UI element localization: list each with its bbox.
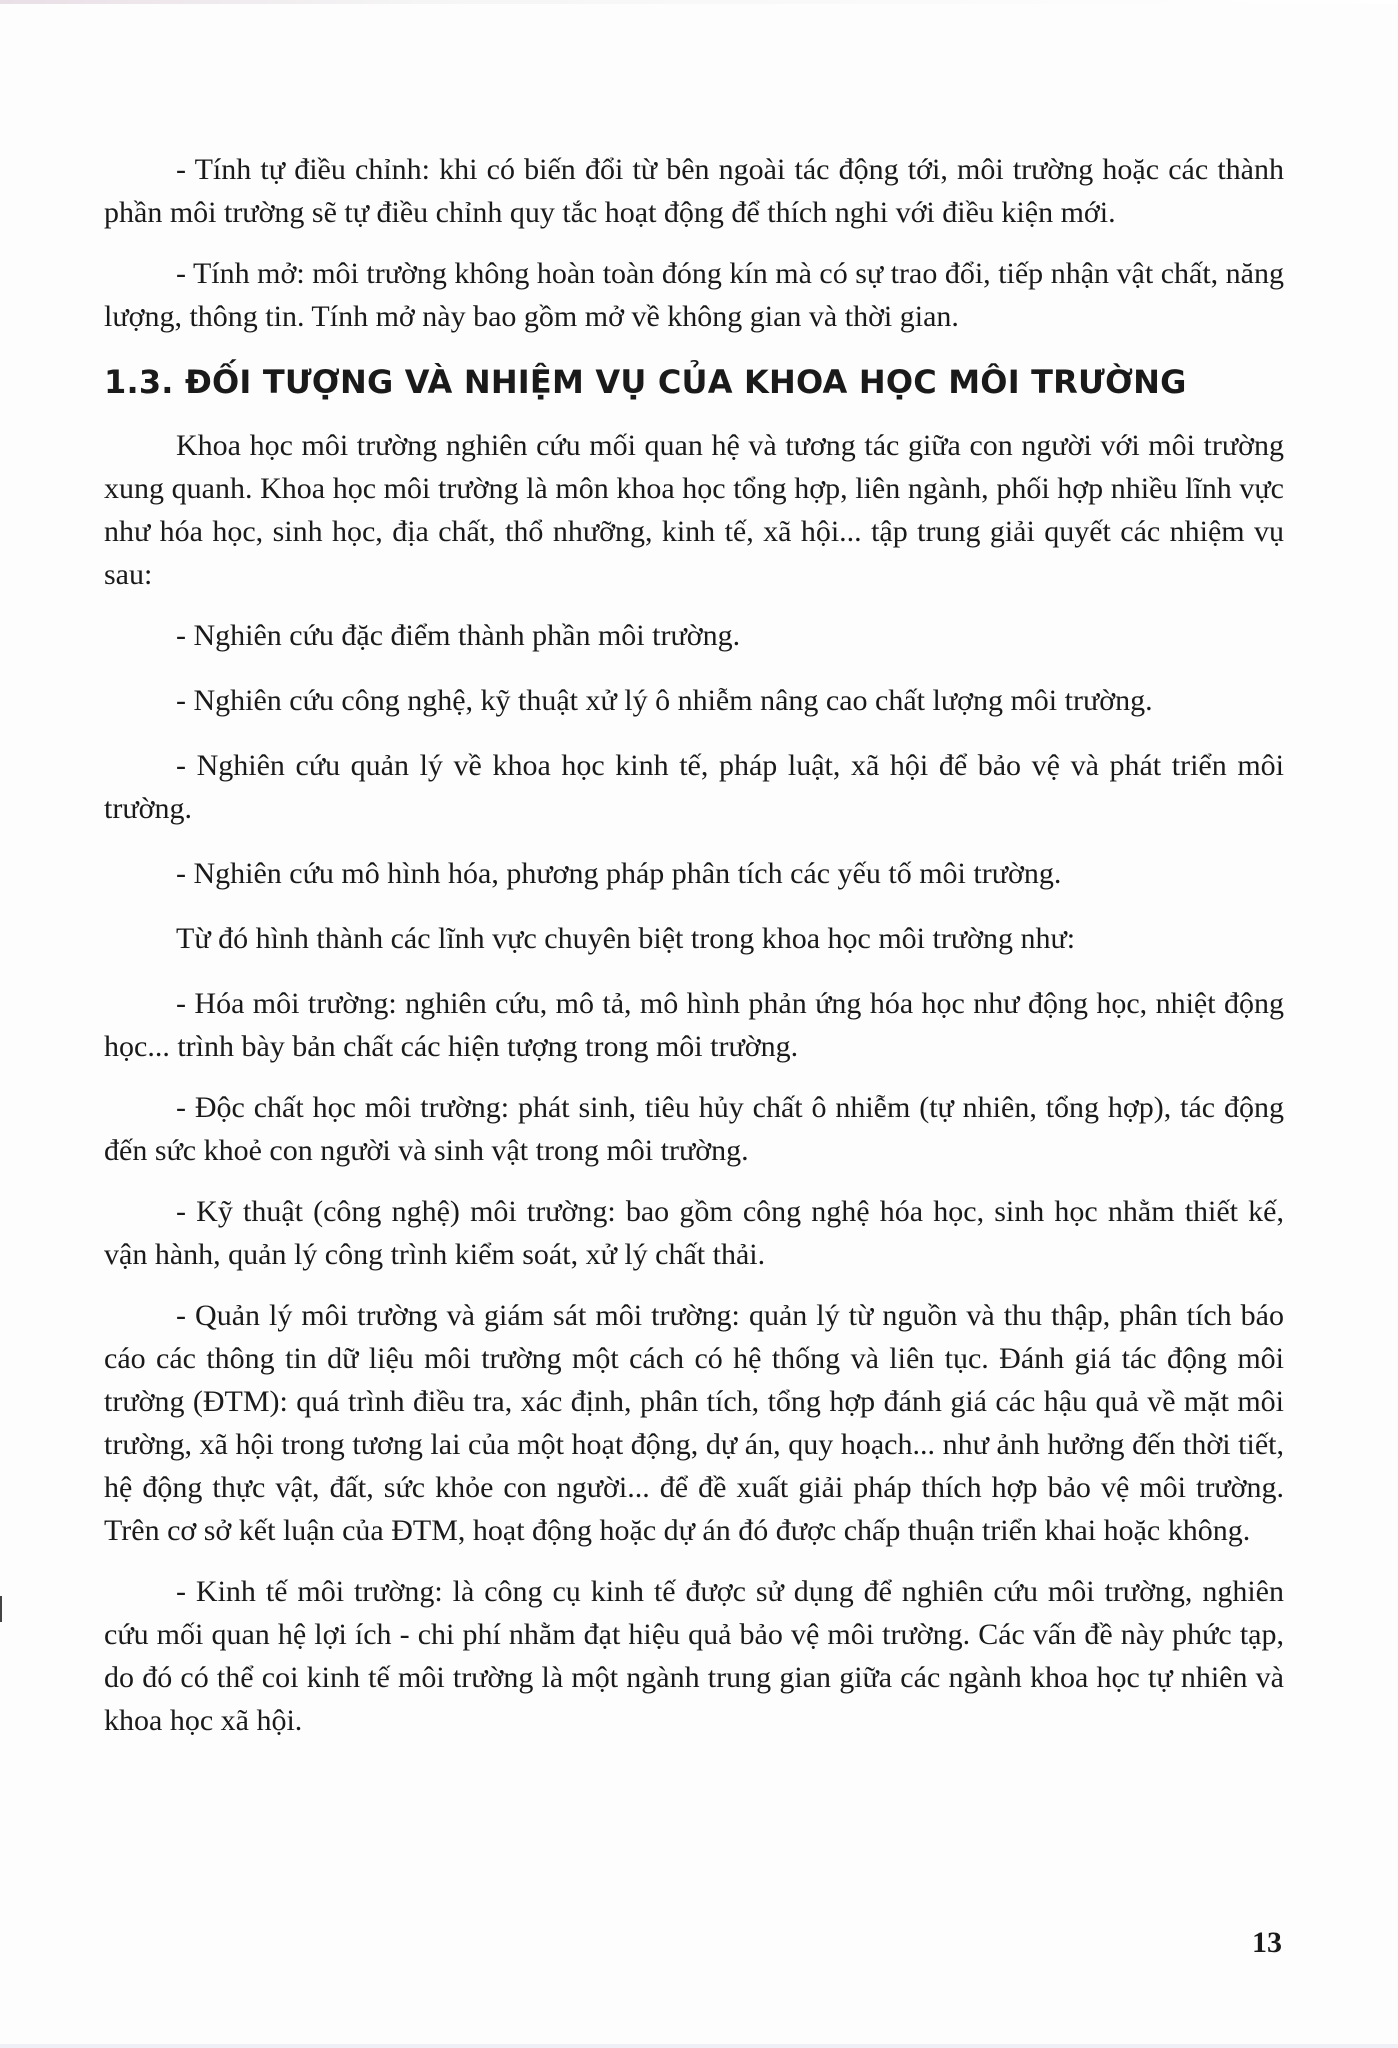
- section-heading: 1.3. ĐỐI TƯỢNG VÀ NHIỆM VỤ CỦA KHOA HỌC MÔI TRƯỜNG: [104, 363, 1187, 401]
- list-item-task: - Nghiên cứu đặc điểm thành phần môi trường.: [176, 619, 741, 652]
- list-item-field: - Kinh tế môi trường: là công cụ kinh tế được sử dụng để nghiên cứu môi trường, nghiên cứu mối quan hệ lợi ích - chi phí nhằm đạt hiệu quả bảo vệ môi trường. Các vấn đề này phức tạp, do đó có thể coi kinh tế môi trường là một ngành trung gian giữa các ngành khoa học tự nhiên và khoa học xã hội.: [104, 1575, 1284, 1737]
- page-number: 13: [1252, 1926, 1282, 1959]
- list-item-task: - Nghiên cứu công nghệ, kỹ thuật xử lý ô nhiễm nâng cao chất lượng môi trường.: [176, 684, 1153, 717]
- page-content: [104, 148, 1284, 1760]
- list-item-field: - Độc chất học môi trường: phát sinh, tiêu hủy chất ô nhiễm (tự nhiên, tổng hợp), tác động đến sức khoẻ con người và sinh vật trong môi trường.: [104, 1091, 1284, 1167]
- paragraph-fields-intro: Từ đó hình thành các lĩnh vực chuyên biệt trong khoa học môi trường như:: [176, 922, 1076, 955]
- list-item-field: - Quản lý môi trường và giám sát môi trường: quản lý từ nguồn và thu thập, phân tích báo cáo các thông tin dữ liệu môi trường một cách có hệ thống và liên tục. Đánh giá tác động môi trường (ĐTM): quá trình điều tra, xác định, phân tích, tổng hợp đánh giá các hậu quả về mặt môi trường, xã hội trong tương lai của một hoạt động, dự án, quy hoạch... như ảnh hưởng đến thời tiết, hệ động thực vật, đất, sức khỏe con người... để đề xuất giải pháp thích hợp bảo vệ môi trường. Trên cơ sở kết luận của ĐTM, hoạt động hoặc dự án đó được chấp thuận triển khai hoặc không.: [104, 1299, 1284, 1547]
- paragraph-openness: - Tính mở: môi trường không hoàn toàn đóng kín mà có sự trao đổi, tiếp nhận vật chất, năng lượng, thông tin. Tính mở này bao gồm mở về không gian và thời gian.: [104, 257, 1284, 333]
- paragraph-intro: Khoa học môi trường nghiên cứu mối quan hệ và tương tác giữa con người với môi trường xung quanh. Khoa học môi trường là môn khoa học tổng hợp, liên ngành, phối hợp nhiều lĩnh vực như hóa học, sinh học, địa chất, thổ nhưỡng, kinh tế, xã hội... tập trung giải quyết các nhiệm vụ sau:: [104, 429, 1284, 591]
- scan-edge-bottom: [0, 2044, 1398, 2048]
- scan-edge-top: [0, 0, 1398, 4]
- list-item-task: - Nghiên cứu mô hình hóa, phương pháp phân tích các yếu tố môi trường.: [176, 857, 1062, 890]
- list-item-task: - Nghiên cứu quản lý về khoa học kinh tế, pháp luật, xã hội để bảo vệ và phát triển môi trường.: [104, 749, 1284, 825]
- scan-margin-mark: [0, 1596, 2, 1622]
- list-item-field: - Hóa môi trường: nghiên cứu, mô tả, mô hình phản ứng hóa học như động học, nhiệt động học... trình bày bản chất các hiện tượng trong môi trường.: [104, 987, 1284, 1063]
- paragraph-self-regulation: - Tính tự điều chỉnh: khi có biến đổi từ bên ngoài tác động tới, môi trường hoặc các thành phần môi trường sẽ tự điều chỉnh quy tắc hoạt động để thích nghi với điều kiện mới.: [104, 153, 1284, 229]
- list-item-field: - Kỹ thuật (công nghệ) môi trường: bao gồm công nghệ hóa học, sinh học nhằm thiết kế, vận hành, quản lý công trình kiểm soát, xử lý chất thải.: [104, 1195, 1284, 1271]
